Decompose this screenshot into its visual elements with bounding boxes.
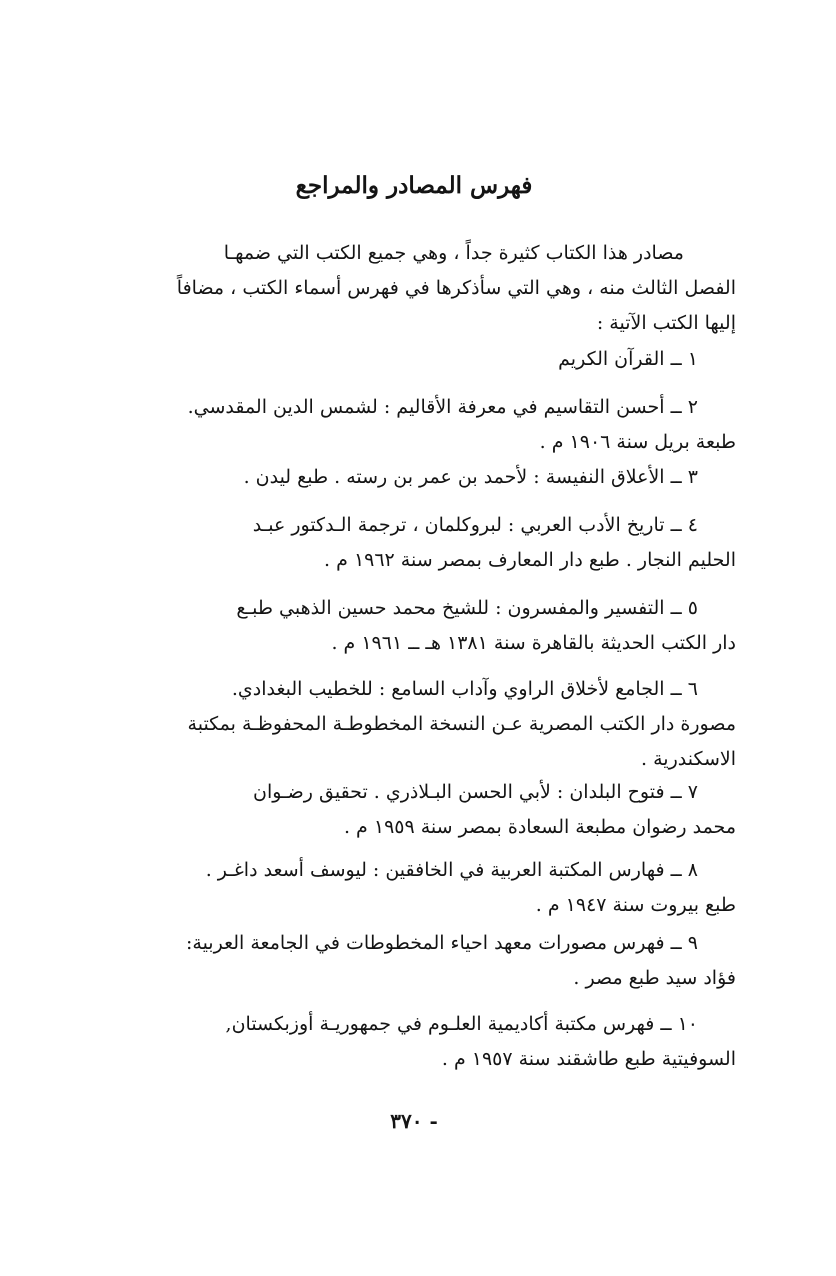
entry-line: طبعة بريل سنة ١٩٠٦ م . xyxy=(539,431,736,453)
reference-entry-9 xyxy=(92,926,736,996)
entry-line: السوفيتية طبع طاشقند سنة ١٩٥٧ م . xyxy=(441,1048,736,1070)
entry-line: ٧ ــ فتوح البلدان : لأبي الحسن البـلاذري . تحقيق رضـوان xyxy=(253,781,698,803)
reference-entry-4 xyxy=(92,508,736,578)
intro-line: مصادر هذا الكتاب كثيرة جداً ، وهي جميع الكتب التي ضمهـا xyxy=(223,242,684,264)
entry-line: ٥ ــ التفسير والمفسرون : للشيخ محمد حسين الذهبي طبـع xyxy=(236,597,698,619)
entry-line: ٣ ــ الأعلاق النفيسة : لأحمد بن عمر بن رسته . طبع ليدن . xyxy=(243,466,698,488)
book-page xyxy=(92,0,736,1276)
page-number: - ٣٧٠ xyxy=(390,1109,438,1133)
intro-line: إليها الكتب الآتية : xyxy=(596,312,736,334)
reference-entry-7 xyxy=(92,775,736,845)
entry-line: ٦ ــ الجامع لأخلاق الراوي وآداب السامع : للخطيب البغدادي. xyxy=(231,678,698,700)
entry-line: ١٠ ــ فهرس مكتبة أكاديمية العلـوم في جمهوريـة أوزبكستان, xyxy=(225,1013,698,1035)
entry-line: ١ ــ القرآن الكريم xyxy=(558,348,698,370)
reference-entry-6 xyxy=(92,672,736,777)
entry-line: الاسكندرية . xyxy=(641,748,736,770)
reference-entry-5 xyxy=(92,591,736,661)
entry-line: الحليم النجار . طبع دار المعارف بمصر سنة ١٩٦٢ م . xyxy=(324,549,736,571)
reference-entry-3 xyxy=(92,460,736,495)
reference-entry-8 xyxy=(92,853,736,923)
reference-entry-2 xyxy=(92,390,736,460)
entry-line: دار الكتب الحديثة بالقاهرة سنة ١٣٨١ هـ ــ ١٩٦١ م . xyxy=(331,632,736,654)
entry-line: طبع بيروت سنة ١٩٤٧ م . xyxy=(535,894,736,916)
page-title: فهرس المصادر والمراجع xyxy=(295,172,533,199)
entry-line: محمد رضوان مطبعة السعادة بمصر سنة ١٩٥٩ م . xyxy=(343,816,736,838)
entry-line: ٢ ــ أحسن التقاسيم في معرفة الأقاليم : لشمس الدين المقدسي. xyxy=(187,396,698,418)
intro-line: الفصل الثالث منه ، وهي التي سأذكرها في فهرس أسماء الكتب ، مضافاً xyxy=(176,277,736,299)
entry-line: ٩ ــ فهرس مصورات معهد احياء المخطوطات في الجامعة العربية: xyxy=(185,932,698,954)
entry-line: مصورة دار الكتب المصرية عـن النسخة المخطوطـة المحفوظـة بمكتبة xyxy=(187,713,736,735)
entry-line: ٤ ــ تاريخ الأدب العربي : لبروكلمان ، ترجمة الـدكتور عبـد xyxy=(252,514,698,536)
intro-paragraph xyxy=(92,236,736,341)
reference-entry-1 xyxy=(92,342,736,377)
entry-line: فؤاد سيد طبع مصر . xyxy=(573,967,736,989)
reference-entry-10 xyxy=(92,1007,736,1077)
entry-line: ٨ ــ فهارس المكتبة العربية في الخافقين : ليوسف أسعد داغـر . xyxy=(205,859,698,881)
